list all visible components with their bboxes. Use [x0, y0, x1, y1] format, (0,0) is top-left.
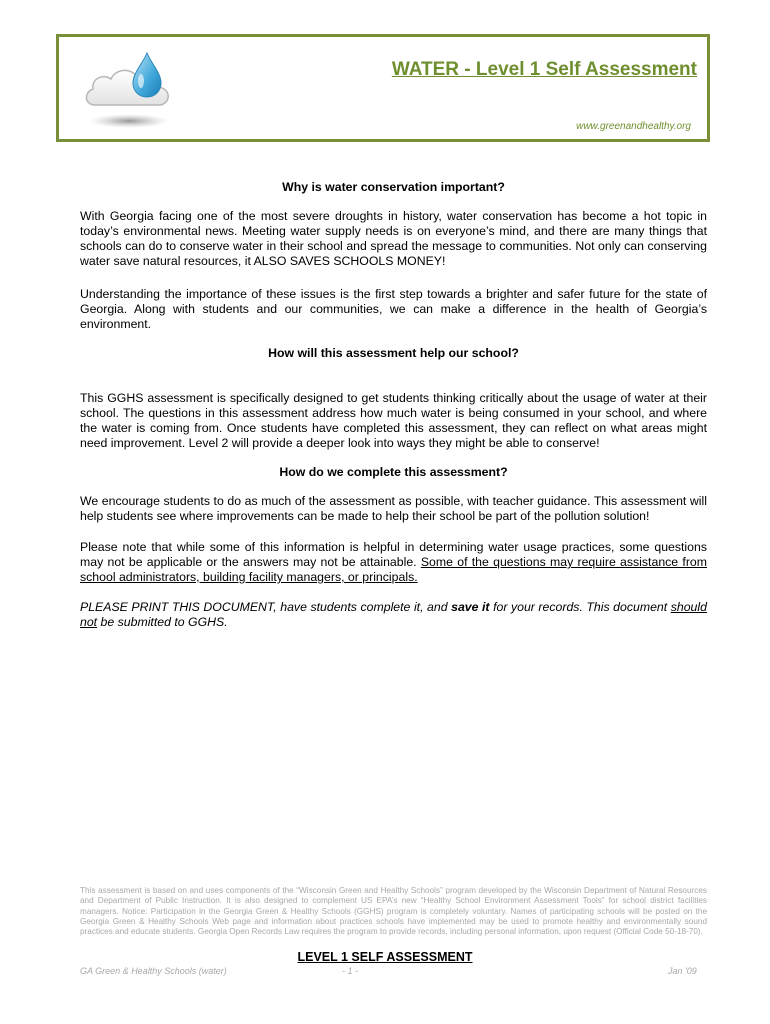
footer-program-name: GA Green & Healthy Schools (water) [80, 966, 227, 976]
section-heading-why: Why is water conservation important? [282, 180, 505, 194]
header-box [56, 34, 710, 142]
print-text-c: be submitted to GGHS. [97, 615, 228, 629]
assistance-note: Some of the questions may require assistance from school administrators, building facility managers, or principals. [80, 555, 707, 584]
print-text-b: for your records. This document [489, 600, 671, 614]
paragraph-encourage: We encourage students to do as much of the assessment as possible, with teacher guidance. This assessment will help students see where improvements can be made to help their school be part of the pollution solution! [80, 494, 707, 523]
section-heading-how-help: How will this assessment help our school? [268, 346, 519, 360]
footer-heading: LEVEL 1 SELF ASSESSMENT [297, 950, 473, 964]
paragraph-drought: With Georgia facing one of the most severe droughts in history, water conservation has become a hot topic in today’s environmental news. Meeting water supply needs is on everyone’s mind, and there are many things that schools can do to conserve water in their school and spread the message to communities. Not only can conserving water save natural resources, it ALSO SAVES SCHOOLS MONEY! [80, 209, 707, 268]
paragraph-importance: Understanding the importance of these issues is the first step towards a brighter and safer future for the state of Georgia. Along with students and our communities, we can make a difference in the health of Georgia’s environment. [80, 287, 707, 331]
paragraph-please-note [80, 540, 707, 585]
footer-date: Jan '09 [668, 966, 697, 976]
print-text-a: PLEASE PRINT THIS DOCUMENT, have students complete it, and [80, 600, 452, 614]
website-url: www.greenandhealthy.org [576, 121, 691, 132]
page-title: WATER - Level 1 Self Assessment [391, 59, 697, 80]
paragraph-print-instructions [80, 600, 707, 630]
save-it-emphasis: save it [451, 600, 490, 614]
should-not-emphasis: should not [80, 600, 707, 629]
footer-disclaimer: This assessment is based on and uses components of the “Wisconsin Green and Healthy Schools” program developed by the Wisconsin Department of Natural Resources and Department of Public Instruction. It is also designed to complement US EPA’s new “Healthy School Environment Assessment Tools” for school district facilities managers. Notice: Participation in the Georgia Green & Healthy Schools (GGHS) program is completely voluntary. Names of participating schools will be posted on the Georgia Green & Healthy Schools Web page and information about practices schools have implemented may be used to promote healthy and environmentally sound practices and educate students. Georgia Open Records Law requires the program to provide records, including personal information, upon request (Official Code 50-18-70). [80, 886, 707, 937]
section-heading-how-complete: How do we complete this assessment? [279, 465, 508, 479]
page-number: - 1 - [342, 966, 359, 976]
please-note-text: Please note that while some of this information is helpful in determining water usage practices, some questions may not be applicable or the answers may not be attainable. [80, 540, 707, 569]
cloud-water-drop-icon [81, 49, 177, 131]
main-content [80, 180, 707, 630]
paragraph-gghs-assessment: This GGHS assessment is specifically designed to get students thinking critically about the usage of water at their school. The questions in this assessment address how much water is being consumed in your school, and where the water is coming from. Once students have completed this assessment, they can reflect on what areas might need improvement. Level 2 will provide a deeper look into ways they might be able to conserve! [80, 391, 707, 450]
